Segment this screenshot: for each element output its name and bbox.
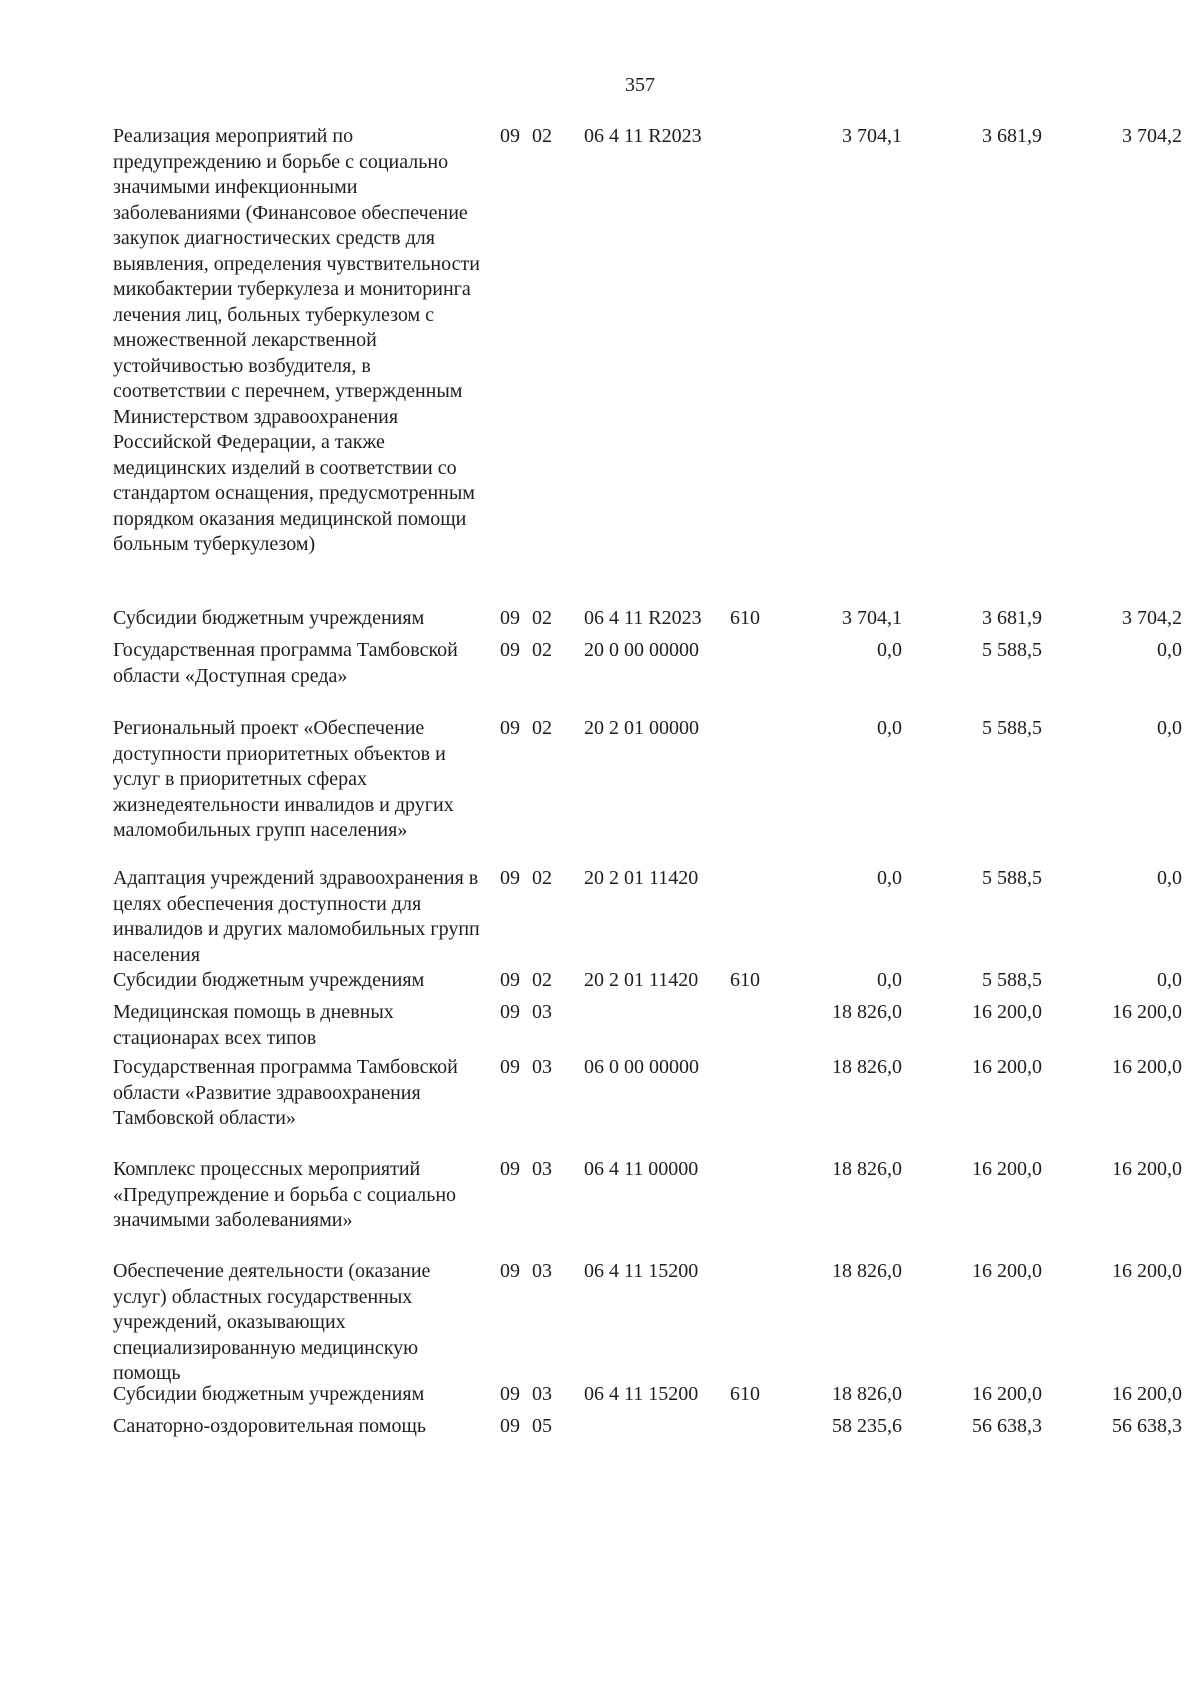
row-amount-3: 56 638,3 [1112,1415,1182,1437]
row-name: Региональный проект «Обеспечение доступности приоритетных объектов и услуг в приоритетных сферах жизнедеятельности инвалидов и других маломобильных групп населения» [113,717,454,841]
row-subsection: 02 [532,717,552,739]
row-amount-3: 16 200,0 [1112,1056,1182,1078]
row-expense-type: 610 [730,607,760,629]
row-amount-1: 0,0 [877,867,902,889]
row-amount-2: 16 200,0 [972,1001,1042,1023]
row-target-article: 06 0 00 00000 [584,1056,699,1078]
row-amount-3: 0,0 [1157,717,1182,739]
row-amount-1: 58 235,6 [832,1415,902,1437]
row-section: 09 [500,867,520,889]
row-expense-type: 610 [730,969,760,991]
row-section: 09 [500,969,520,991]
row-amount-1: 0,0 [877,969,902,991]
row-amount-2: 3 681,9 [982,125,1042,147]
row-amount-1: 18 826,0 [832,1158,902,1180]
row-amount-2: 56 638,3 [972,1415,1042,1437]
row-amount-3: 3 704,2 [1122,607,1182,629]
row-amount-1: 18 826,0 [832,1383,902,1405]
row-section: 09 [500,1158,520,1180]
row-amount-2: 5 588,5 [982,639,1042,661]
row-name: Субсидии бюджетным учреждениям [113,607,425,629]
row-name: Государственная программа Тамбовской области «Развитие здравоохранения Тамбовской области» [113,1056,458,1129]
row-subsection: 03 [532,1383,552,1405]
row-section: 09 [500,717,520,739]
row-amount-3: 0,0 [1157,639,1182,661]
row-amount-2: 16 200,0 [972,1158,1042,1180]
row-subsection: 03 [532,1158,552,1180]
row-name: Медицинская помощь в дневных стационарах всех типов [113,1001,394,1049]
row-section: 09 [500,1383,520,1405]
row-amount-2: 16 200,0 [972,1260,1042,1282]
row-amount-1: 3 704,1 [842,125,902,147]
row-expense-type: 610 [730,1383,760,1405]
row-amount-2: 3 681,9 [982,607,1042,629]
row-subsection: 02 [532,969,552,991]
row-amount-1: 3 704,1 [842,607,902,629]
row-amount-3: 16 200,0 [1112,1383,1182,1405]
row-amount-2: 16 200,0 [972,1383,1042,1405]
row-amount-3: 0,0 [1157,969,1182,991]
row-amount-1: 0,0 [877,717,902,739]
page-number: 357 [625,74,655,96]
row-target-article: 06 4 11 R2023 [584,607,702,629]
row-subsection: 02 [532,607,552,629]
row-target-article: 06 4 11 00000 [584,1158,699,1180]
row-name: Субсидии бюджетным учреждениям [113,1383,425,1405]
row-target-article: 20 2 01 00000 [584,717,699,739]
row-subsection: 02 [532,125,552,147]
row-name: Адаптация учреждений здравоохранения в целях обеспечения доступности для инвалидов и других маломобильных групп населения [113,867,480,966]
row-amount-3: 16 200,0 [1112,1158,1182,1180]
row-target-article: 20 2 01 11420 [584,867,699,889]
row-section: 09 [500,1056,520,1078]
row-name: Субсидии бюджетным учреждениям [113,969,425,991]
row-section: 09 [500,125,520,147]
row-subsection: 02 [532,867,552,889]
row-amount-3: 16 200,0 [1112,1260,1182,1282]
row-amount-1: 18 826,0 [832,1260,902,1282]
row-target-article: 06 4 11 15200 [584,1260,699,1282]
row-subsection: 02 [532,639,552,661]
row-name: Обеспечение деятельности (оказание услуг) областных государственных учреждений, оказывающих специализированную медицинскую помощь [113,1260,431,1384]
row-name: Санаторно-оздоровительная помощь [113,1415,426,1437]
row-target-article: 20 0 00 00000 [584,639,699,661]
row-section: 09 [500,1260,520,1282]
row-subsection: 03 [532,1260,552,1282]
row-amount-1: 18 826,0 [832,1001,902,1023]
row-name: Государственная программа Тамбовской области «Доступная среда» [113,639,458,687]
row-subsection: 05 [532,1415,552,1437]
row-amount-2: 5 588,5 [982,867,1042,889]
row-amount-2: 5 588,5 [982,969,1042,991]
row-target-article: 06 4 11 15200 [584,1383,699,1405]
row-name: Реализация мероприятий по предупреждению и борьбе с социально значимыми инфекционными заболеваниями (Финансовое обеспечение закупок диагностических средств для выявления, определения чувствительности микобактерии туберкулеза и мониторинга лечения лиц, больных туберкулезом с множественной лекарственной устойчивостью возбудителя, в соответствии с перечнем, утвержденным Министерством здравоохранения Российской Федерации, а также медицинских изделий в соответствии со стандартом оснащения, предусмотренным порядком оказания медицинской помощи больным туберкулезом) [113,125,480,555]
row-name: Комплекс процессных мероприятий «Предупреждение и борьба с социально значимыми заболеваниями» [113,1158,457,1231]
row-section: 09 [500,1415,520,1437]
row-amount-3: 0,0 [1157,867,1182,889]
row-section: 09 [500,639,520,661]
row-target-article: 20 2 01 11420 [584,969,699,991]
row-section: 09 [500,1001,520,1023]
row-amount-2: 16 200,0 [972,1056,1042,1078]
row-amount-2: 5 588,5 [982,717,1042,739]
row-subsection: 03 [532,1001,552,1023]
row-subsection: 03 [532,1056,552,1078]
row-target-article: 06 4 11 R2023 [584,125,702,147]
row-section: 09 [500,607,520,629]
row-amount-1: 0,0 [877,639,902,661]
row-amount-3: 3 704,2 [1122,125,1182,147]
row-amount-1: 18 826,0 [832,1056,902,1078]
row-amount-3: 16 200,0 [1112,1001,1182,1023]
